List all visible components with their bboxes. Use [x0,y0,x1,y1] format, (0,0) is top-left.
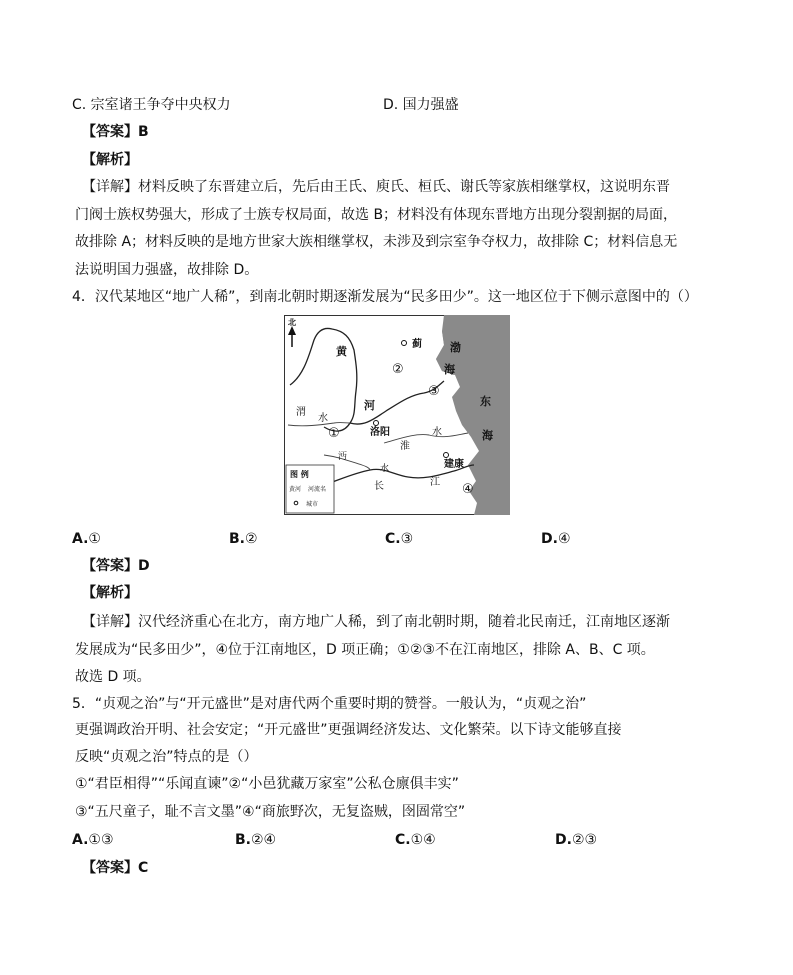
label-bo: 渤 [450,341,461,354]
q4-answer [82,557,150,575]
label-jiang: 江 [430,477,440,488]
han-dynasty-map [284,315,510,515]
label-wei-shui: 水 [318,413,328,424]
legend-item-river: 黄河 [289,486,302,493]
q3-detail-line-1: 【详解】材料反映了东晋建立后，先后由王氏、庾氏、桓氏、谢氏等家族相继掌权，这说明东晋 [82,179,670,195]
q4-option-c [385,530,413,548]
q4-question: 4．汉代某地区“地广人稀”，到南北朝时期逐渐发展为“民多田少”。这一地区位于下侧示意图中的（） [72,289,698,305]
marker-2: ② [392,362,404,377]
option-letter: C. [395,832,411,848]
q5-items-line-2: ③“五尺童子，耻不言文墨”④“商旅野次，无复盗贼，囹圄常空” [75,804,466,820]
answer-label: 【答案】 [82,124,138,140]
q5-option-a [72,831,114,849]
q5-option-c [395,831,436,849]
q4-analysis-label: 【解析】 [82,585,138,601]
label-huai-shui: 水 [432,427,442,438]
q3-detail-line-3: 故排除 A；材料反映的是地方世家大族相继掌权，未涉及到宗室争夺权力，故排除 C；材料信息无 [75,234,678,250]
option-value: ① [88,531,101,547]
label-bo-hai: 海 [444,363,455,376]
q3-option-c: C. 宗室诸王争夺中央权力 [72,97,231,113]
option-letter: C. [385,531,401,547]
q4-detail-line-2: 发展成为“民多田少”，④位于江南地区，D 项正确；①②③不在江南地区，排除 A、B、C 项。 [75,642,655,658]
label-chang: 长 [374,481,384,492]
q5-answer [82,859,148,877]
option-letter: D. [555,832,572,848]
q5-stem-line-2: 更强调政治开明、社会安定；“开元盛世”更强调经济发达、文化繁荣。以下诗文能够直接 [75,722,622,738]
q3-analysis-label: 【解析】 [82,152,138,168]
option-value: ② [245,531,258,547]
q5-stem-line-3: 反映“贞观之治”特点的是（） [75,749,258,765]
label-dong: 东 [480,395,491,408]
marker-4: ④ [462,482,474,497]
q5-option-d [555,831,597,849]
q4-detail-line-1: 【详解】汉代经济重心在北方，南方地广人稀，到了南北朝时期，随着北民南迁，江南地区逐渐 [82,614,670,630]
north-label: 北 [288,318,296,327]
option-value: ①④ [410,832,436,848]
q4-option-a [72,530,101,548]
legend-item-river-name: 河流名 [308,486,327,493]
marker-3: ③ [428,384,440,399]
option-value: ②④ [251,832,277,848]
label-mian-shui: 水 [380,464,390,474]
q3-option-d: D. 国力强盛 [383,97,459,113]
label-huang: 黄 [336,345,347,358]
map-svg [284,315,510,515]
option-value: ③ [400,531,414,547]
label-dong-hai: 海 [482,429,493,442]
answer-value: D [138,558,150,574]
label-mian: 沔 [338,452,348,462]
option-letter: B. [229,531,245,547]
label-ji: 蓟 [412,339,422,350]
q5-stem-line-1: 5．“贞观之治”与“开元盛世”是对唐代两个重要时期的赞誉。一般认为，“贞观之治” [72,696,587,712]
label-huai: 淮 [400,441,410,452]
label-he: 河 [364,399,375,412]
option-letter: D. [541,531,558,547]
q3-detail-line-4: 法说明国力强盛，故排除 D。 [75,262,259,278]
answer-value: B [138,124,149,140]
label-wei: 渭 [296,407,306,418]
option-value: ①③ [88,832,114,848]
answer-label: 【答案】 [82,860,138,876]
option-value: ④ [557,531,571,547]
option-letter: A. [72,832,89,848]
q5-items-line-1: ①“君臣相得”“乐闻直谏”②“小邑犹藏万家室”公私仓廪俱丰实” [75,776,459,792]
q3-answer [82,123,149,141]
answer-label: 【答案】 [82,558,138,574]
option-letter: A. [72,531,89,547]
label-luoyang: 洛阳 [370,427,390,438]
option-letter: B. [235,832,251,848]
marker-1: ① [328,426,340,441]
answer-value: C [138,860,149,876]
q5-option-b [235,831,276,849]
q3-detail-line-2: 门阀士族权势强大，形成了士族专权局面，故选 B；材料没有体现东晋地方出现分裂割据的局面， [75,207,678,223]
q4-option-b [229,530,258,548]
legend-item-city: 城市 [306,501,319,508]
q4-option-d [541,530,571,548]
label-jiankang: 建康 [444,459,464,470]
option-value: ②③ [571,832,598,848]
legend-title: 图 例 [290,470,309,479]
q4-detail-line-3: 故选 D 项。 [75,669,151,685]
